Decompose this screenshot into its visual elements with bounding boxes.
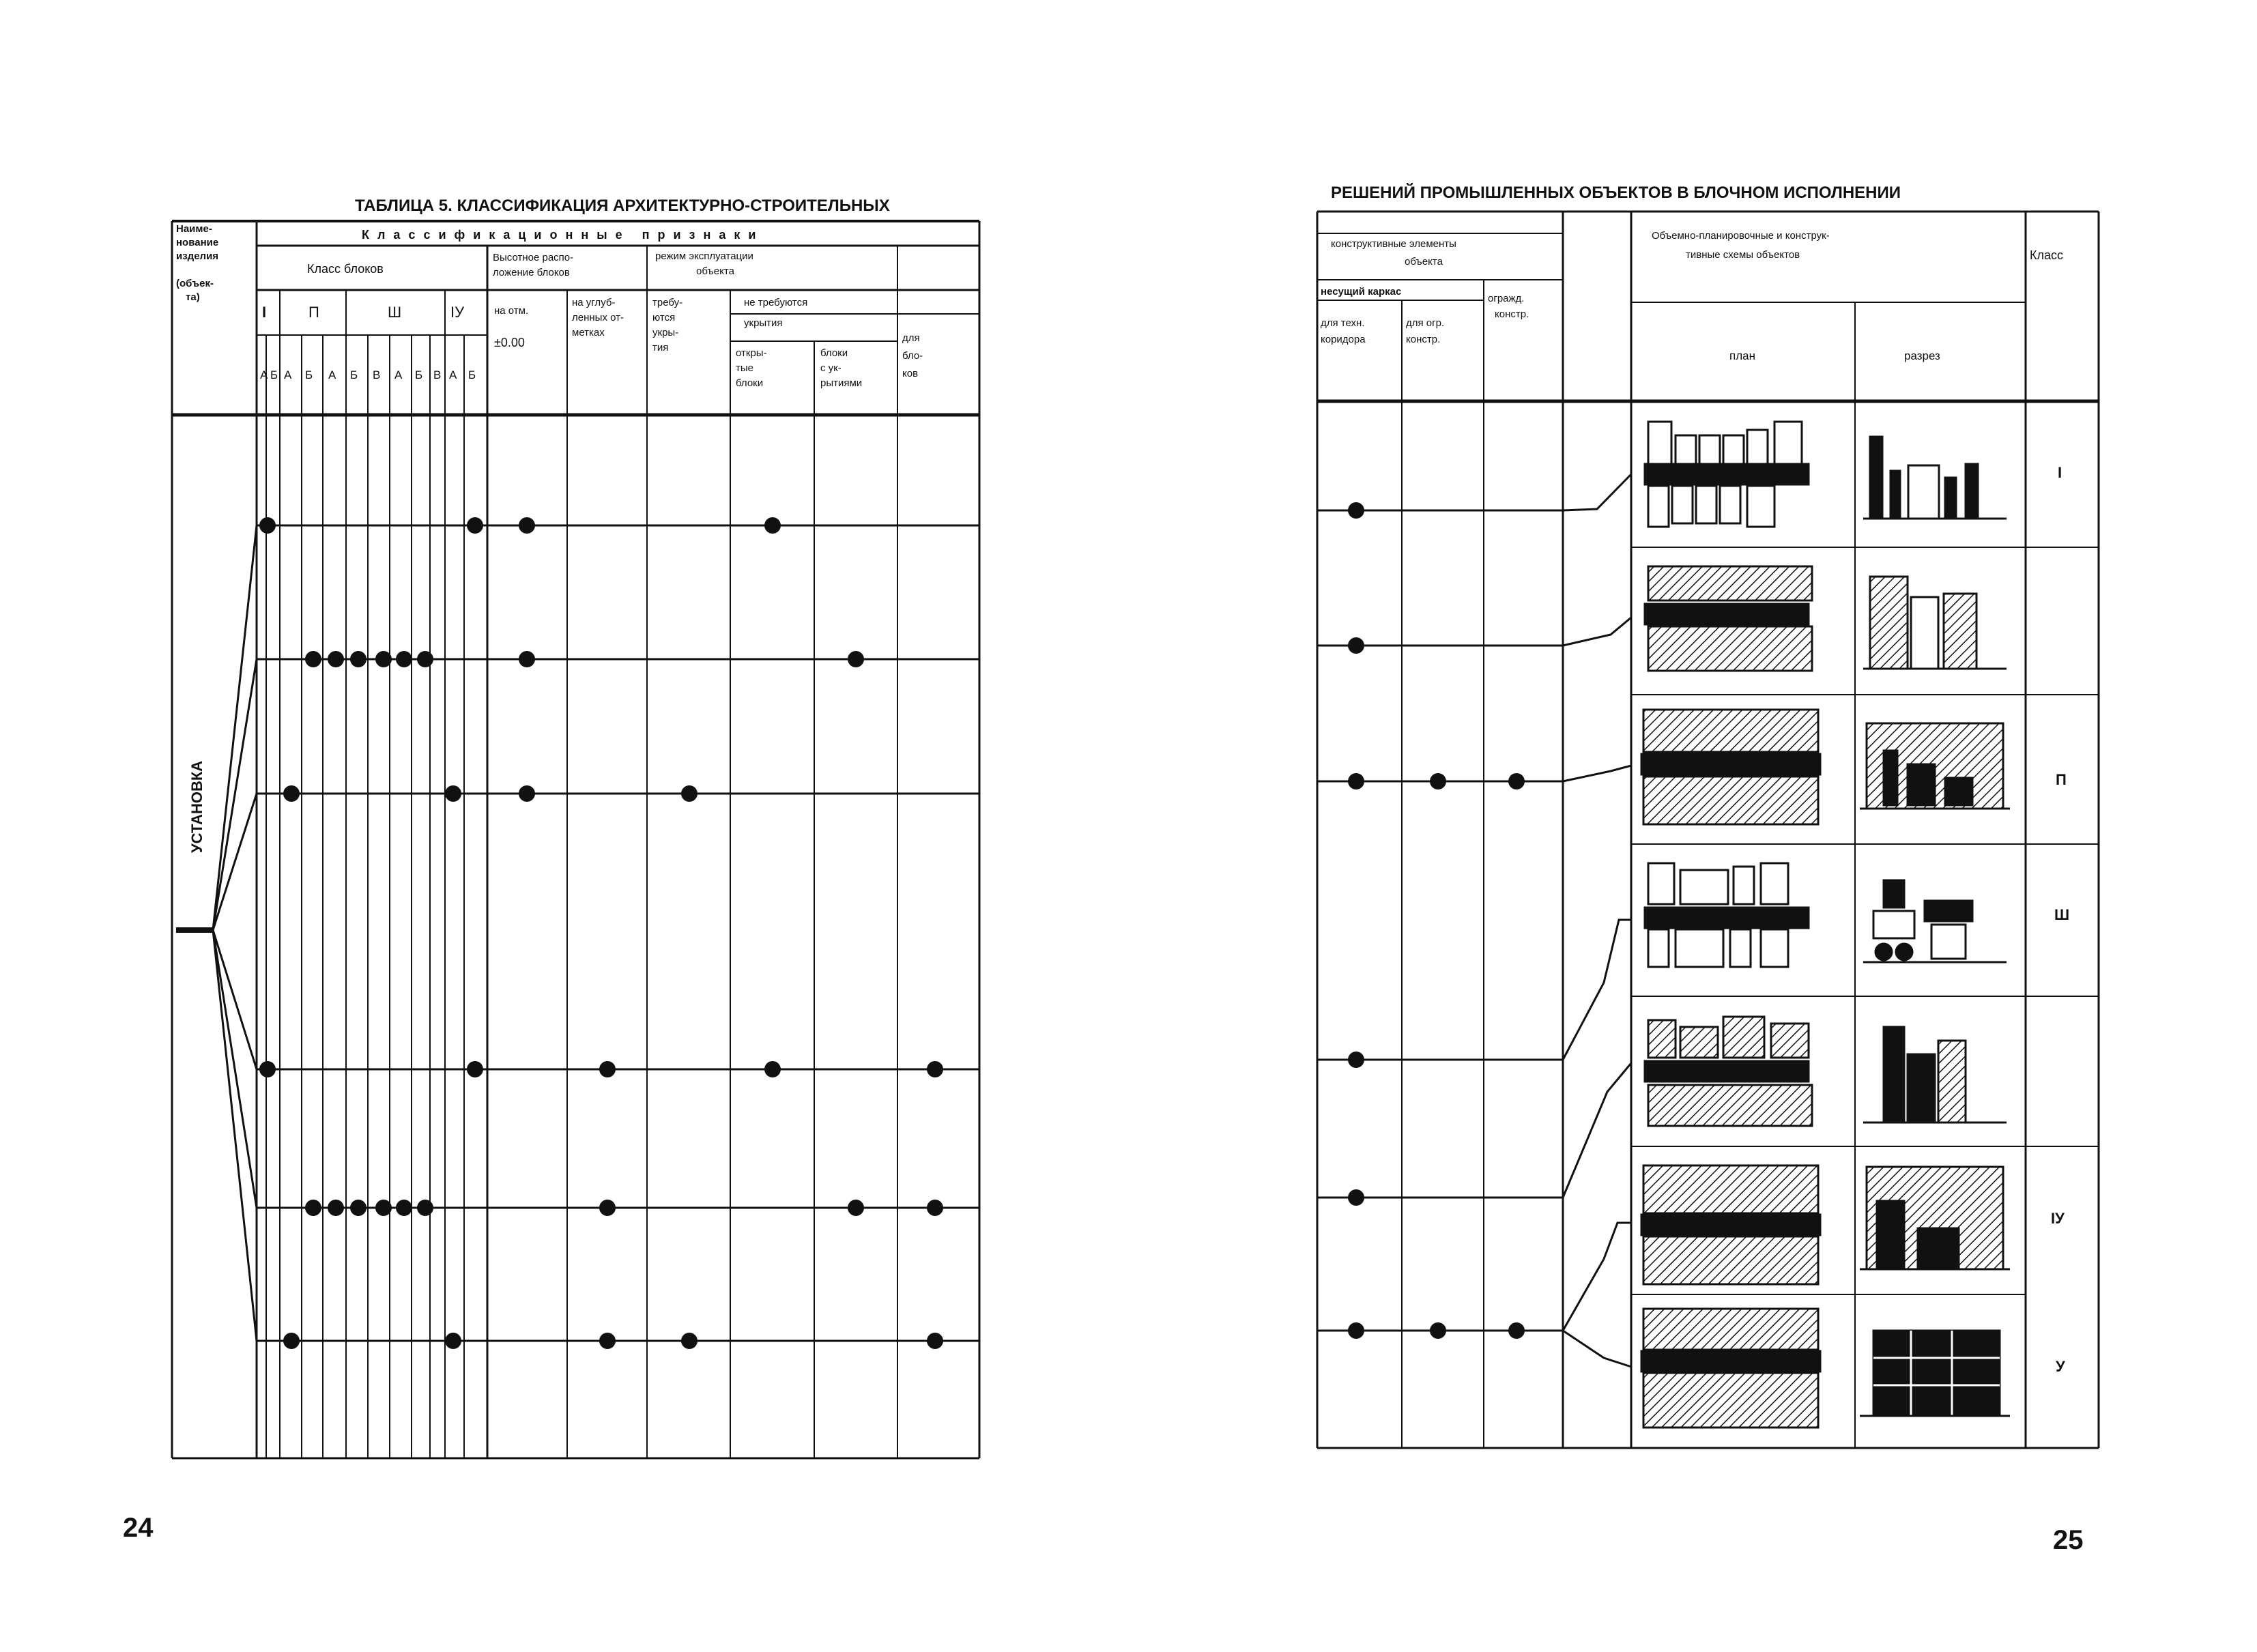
dot <box>1508 1322 1525 1339</box>
section-drawing <box>1860 1331 2010 1416</box>
dot <box>681 1333 698 1349</box>
plan-header: план <box>1729 349 1755 362</box>
classification-tree <box>176 525 979 1341</box>
mode-required-3: укры- <box>652 327 679 338</box>
dot <box>417 1200 433 1216</box>
plan-drawing <box>1645 422 1809 527</box>
classification-dots <box>259 517 943 1349</box>
section-drawing <box>1860 723 2010 809</box>
dot <box>764 517 781 534</box>
class-label-5: У <box>2056 1358 2065 1375</box>
dot <box>519 517 535 534</box>
dot <box>927 1200 943 1216</box>
dot <box>1348 1322 1364 1339</box>
left-page <box>123 197 979 1543</box>
dot <box>1348 1052 1364 1068</box>
mode-not-required-1: не требуются <box>744 297 808 308</box>
dot <box>305 1200 321 1216</box>
subclass-10: А <box>449 368 457 381</box>
class-header: Класс <box>2030 248 2063 262</box>
dot <box>328 651 344 667</box>
left-header-texts <box>176 223 923 389</box>
section-drawing <box>1860 1167 2010 1269</box>
class-group-3: Ш <box>388 304 402 321</box>
subclass-0: А <box>260 368 268 381</box>
altitude-header-2: ложение блоков <box>493 267 570 278</box>
plan-drawing <box>1645 863 1809 967</box>
dot <box>350 1200 366 1216</box>
table-title-continued: РЕШЕНИЙ ПРОМЫШЛЕННЫХ ОБЪЕКТОВ В БЛОЧНОМ ИСПОЛНЕНИИ <box>1331 184 1901 202</box>
right-dots <box>1348 502 1525 1339</box>
block-class-header: Класс блоков <box>307 262 384 276</box>
section-header: разрез <box>1904 349 1940 362</box>
scheme-row-6 <box>1641 1165 2010 1284</box>
for-blocks-2: бло- <box>902 350 923 362</box>
plan-drawing <box>1641 1165 1820 1284</box>
product-label-installation: УСТАНОВКА <box>188 760 205 853</box>
class-label-3: Ш <box>2054 906 2070 923</box>
subclass-6: В <box>373 368 381 381</box>
dot <box>848 1200 864 1216</box>
plan-drawing <box>1641 1309 1820 1428</box>
alt-col1-line2: ±0.00 <box>494 336 525 349</box>
subclass-8: Б <box>415 368 423 381</box>
dot <box>467 517 483 534</box>
dot <box>417 651 433 667</box>
scheme-row-5 <box>1645 1017 2007 1126</box>
dot <box>1430 773 1446 789</box>
dot <box>1348 773 1364 789</box>
alt-col1-line1: на отм. <box>494 305 529 317</box>
mode-required-4: тия <box>652 342 669 353</box>
mode-header-1: режим эксплуатации <box>655 250 753 262</box>
plan-drawing <box>1645 1017 1812 1126</box>
plan-drawing <box>1641 710 1820 824</box>
dot <box>1348 1189 1364 1206</box>
dot <box>445 785 461 802</box>
dot <box>467 1061 483 1077</box>
right-connectors <box>1317 474 1631 1367</box>
class-group-1: I <box>262 304 267 321</box>
subclass-1: Б <box>270 368 278 381</box>
left-table-grid <box>172 221 979 1458</box>
section-drawing <box>1863 880 2007 962</box>
dot <box>375 651 392 667</box>
open-blocks-2: тые <box>736 362 753 374</box>
subclass-7: А <box>394 368 403 381</box>
dot <box>259 517 276 534</box>
dot <box>445 1333 461 1349</box>
classification-header: Классификационные признаки <box>362 228 764 242</box>
dot <box>1430 1322 1446 1339</box>
covered-blocks-3: рытиями <box>820 377 863 389</box>
dot <box>1348 502 1364 519</box>
dot <box>599 1061 616 1077</box>
dot <box>283 785 300 802</box>
alt-col2-line3: метках <box>572 327 605 338</box>
dot <box>764 1061 781 1077</box>
tech-corridor-1: для техн. <box>1321 317 1365 329</box>
subclass-2: А <box>284 368 292 381</box>
subclass-9: В <box>433 368 442 381</box>
for-blocks-3: ков <box>902 368 919 379</box>
scheme-row-1 <box>1645 422 2007 527</box>
mode-not-required-2: укрытия <box>744 317 783 329</box>
enclosing-header-1: огражд. <box>1488 293 1525 304</box>
class-label-2: П <box>2056 771 2067 788</box>
covered-blocks-1: блоки <box>820 347 848 359</box>
dot <box>927 1061 943 1077</box>
subclass-5: Б <box>350 368 358 381</box>
dot <box>305 651 321 667</box>
alt-col2-line1: на углуб- <box>572 297 616 308</box>
dot <box>681 785 698 802</box>
section-drawing <box>1863 1027 2007 1122</box>
dot <box>1348 637 1364 654</box>
dot <box>1508 773 1525 789</box>
struct-header-2: объекта <box>1405 256 1443 267</box>
schemes-header-1: Объемно-планировочные и конструк- <box>1652 230 1830 242</box>
dot <box>848 651 864 667</box>
alt-col2-line2: ленных от- <box>572 312 624 323</box>
right-header-texts <box>1321 230 2063 362</box>
for-blocks-1: для <box>902 332 920 344</box>
class-label-4: IУ <box>2051 1210 2065 1227</box>
scheme-row-3 <box>1641 710 2010 824</box>
open-blocks-3: блоки <box>736 377 764 389</box>
dot <box>599 1200 616 1216</box>
product-name-header-3: изделия <box>176 250 219 262</box>
open-blocks-1: откры- <box>736 347 767 359</box>
subclass-3: Б <box>305 368 313 381</box>
dot <box>599 1333 616 1349</box>
dot <box>927 1333 943 1349</box>
right-page <box>1317 183 2099 1555</box>
dot <box>396 1200 412 1216</box>
enclosing-header-2: констр. <box>1495 308 1529 320</box>
page-number-right: 25 <box>2053 1525 2084 1555</box>
subclass-11: Б <box>468 368 476 381</box>
encl-constr-2: констр. <box>1406 334 1441 345</box>
class-group-2: П <box>308 304 319 321</box>
product-name-header-2: нование <box>176 237 219 248</box>
dot <box>375 1200 392 1216</box>
mode-header-2: объекта <box>696 265 734 277</box>
mode-required-2: ются <box>652 312 676 323</box>
dot <box>519 785 535 802</box>
bearing-frame-header: несущий каркас <box>1321 286 1402 298</box>
dot <box>328 1200 344 1216</box>
section-drawing <box>1863 437 2007 519</box>
section-drawing <box>1863 577 2007 669</box>
product-name-header-4: (объек- <box>176 278 214 289</box>
dot <box>283 1333 300 1349</box>
tech-corridor-2: коридора <box>1321 334 1366 345</box>
altitude-header-1: Высотное распо- <box>493 252 574 263</box>
encl-constr-1: для огр. <box>1406 317 1445 329</box>
mode-required-1: требу- <box>652 297 683 308</box>
subclass-4: А <box>328 368 336 381</box>
scheme-row-7 <box>1641 1309 2010 1428</box>
class-labels <box>2051 464 2069 1375</box>
product-name-header-5: та) <box>186 291 200 303</box>
page-number-left: 24 <box>123 1513 154 1543</box>
plan-drawing <box>1645 566 1812 671</box>
dot <box>396 651 412 667</box>
dot <box>259 1061 276 1077</box>
covered-blocks-2: с ук- <box>820 362 842 374</box>
product-name-header-1: Наиме- <box>176 223 212 235</box>
scheme-row-2 <box>1645 566 2007 671</box>
table-title: ТАБЛИЦА 5. КЛАССИФИКАЦИЯ АРХИТЕКТУРНО-СТРОИТЕЛЬНЫХ <box>355 197 890 215</box>
class-label-1: I <box>2058 464 2062 481</box>
dot <box>519 651 535 667</box>
schemes-header-2: тивные схемы объектов <box>1686 249 1800 261</box>
scheme-row-4 <box>1645 863 2007 967</box>
class-group-4: IУ <box>450 304 465 321</box>
dot <box>350 651 366 667</box>
struct-header-1: конструктивные элементы <box>1331 238 1456 250</box>
